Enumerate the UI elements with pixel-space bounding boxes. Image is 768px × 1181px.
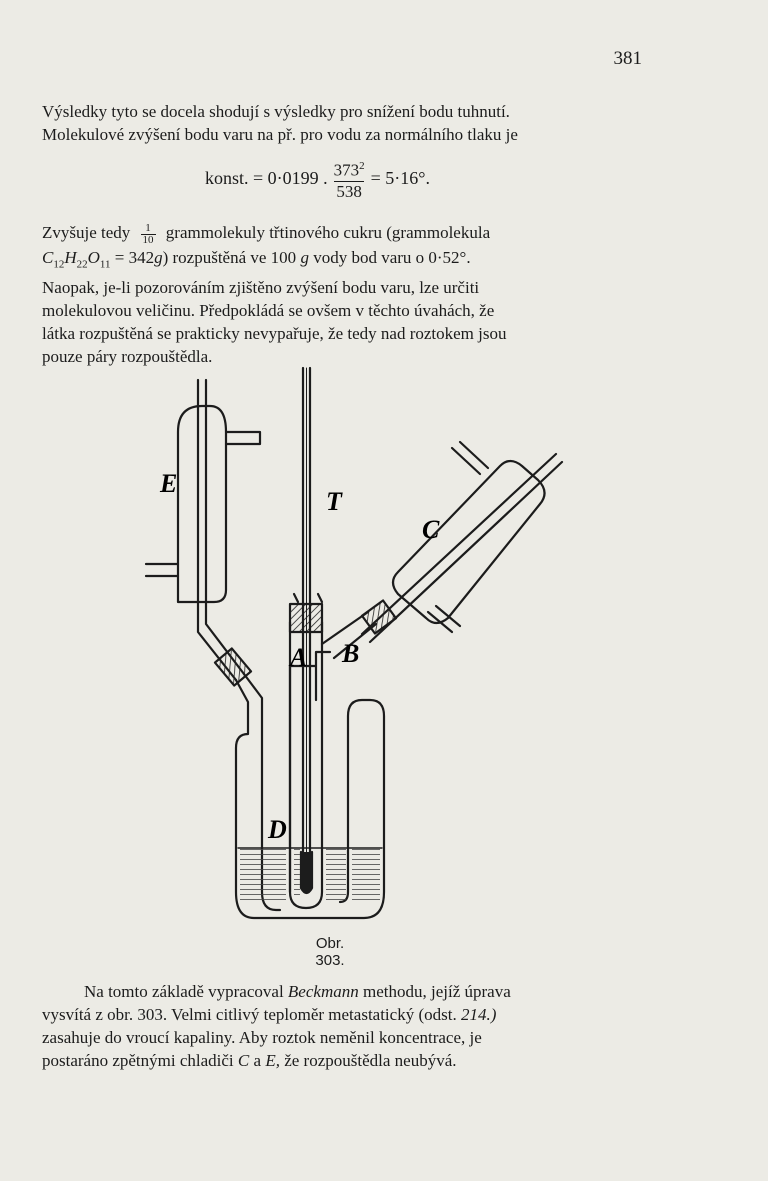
formula-o: O [87, 247, 100, 267]
figure-caption: Obr. 303. [315, 935, 345, 969]
formula-numerator: 373 [333, 160, 360, 180]
beckmann-name: Beckmann [287, 982, 359, 1001]
paragraph-3-line-3: zasahuje do vroucí kapaliny. Aby roztok neměnil koncentrace, je [42, 1028, 482, 1047]
condenser-c [322, 442, 562, 658]
paragraph-2-line-5: látka rozpuštěná se prakticky nevypařuje, že tedy nad roztokem jsou [42, 323, 507, 343]
p3-l1-b: methodu, jejíž úprava [362, 982, 511, 1001]
unit-g-1: g [154, 247, 163, 267]
p3-l4-mid: a [253, 1051, 262, 1070]
section-reference: 214.) [460, 1005, 497, 1024]
formula-o-sub: 11 [99, 257, 111, 270]
p3-l1-a: Na tomto základě vypracoval [84, 982, 284, 1001]
label-d: D [268, 815, 287, 844]
one-tenth-numerator: 1 [145, 221, 151, 234]
paragraph-2-line-6: pouze páry rozpouštědla. [42, 346, 213, 366]
paragraph-3-line-1 [42, 980, 642, 1003]
paragraph-3-line-4 [42, 1049, 642, 1072]
p3-l4-a: postaráno zpětnými chladiči [42, 1051, 234, 1070]
page-number: 381 [613, 48, 642, 69]
formula-fraction [332, 156, 367, 202]
formula-c-sub: 12 [53, 257, 65, 270]
paragraph-2-line-4: molekulovou veličinu. Předpokládá se ovšem v těchto úvahách, že [42, 300, 495, 320]
paragraph-2-line-2 [42, 246, 642, 276]
label-t: T [326, 487, 342, 516]
paragraph-2 [42, 221, 642, 368]
paragraph-3-line-2 [42, 1003, 642, 1026]
condenser-c-ref: C [237, 1051, 250, 1070]
label-b: B [342, 639, 360, 668]
boiling-point-formula [205, 156, 430, 202]
beckmann-apparatus-figure [130, 362, 570, 942]
one-tenth-denominator: 10 [142, 233, 154, 246]
paragraph-3 [42, 980, 642, 1072]
p2-l1-start: Zvyšuje tedy [42, 223, 131, 242]
condenser-e-ref: E, [265, 1051, 280, 1070]
p2-l2-c: vody bod varu o 0·52°. [313, 247, 471, 267]
formula-denominator: 538 [336, 181, 362, 201]
p2-l2-b: ) rozpuštěná ve 100 [162, 247, 297, 267]
one-tenth-fraction [141, 223, 156, 246]
label-c: C [422, 515, 440, 544]
p3-l4-b: že rozpouštědla neubývá. [284, 1051, 457, 1070]
formula-c: C [42, 247, 54, 267]
p3-l2-a: vysvítá z obr. 303. Velmi citlivý teploměr metastatický (odst. [42, 1005, 457, 1024]
label-e: E [160, 469, 178, 498]
label-a: A [290, 643, 308, 672]
paragraph-2-line-1 [42, 221, 642, 246]
p2-l2-a: = 342 [110, 247, 155, 267]
formula-numerator-exponent: 2 [359, 160, 365, 172]
condenser-e [146, 380, 260, 680]
p2-l1-end: grammolekuly třtinového cukru (grammolekula [165, 223, 491, 242]
unit-g-2: g [300, 247, 309, 267]
formula-h-sub: 22 [76, 257, 88, 270]
formula-result: = 5·16°. [370, 168, 430, 189]
formula-prefix: konst. = 0·0199 . [205, 168, 328, 189]
paragraph-1 [42, 100, 642, 146]
paragraph-2-line-3: Naopak, je-li pozorováním zjištěno zvýšení bodu varu, lze určiti [42, 277, 480, 297]
paragraph-1-line-2: Molekulové zvýšení bodu varu na př. pro vodu za normálního tlaku je [42, 125, 518, 144]
formula-h: H [64, 247, 77, 267]
paragraph-1-line-1: Výsledky tyto se docela shodují s výsledky pro snížení bodu tuhnutí. [42, 102, 510, 121]
